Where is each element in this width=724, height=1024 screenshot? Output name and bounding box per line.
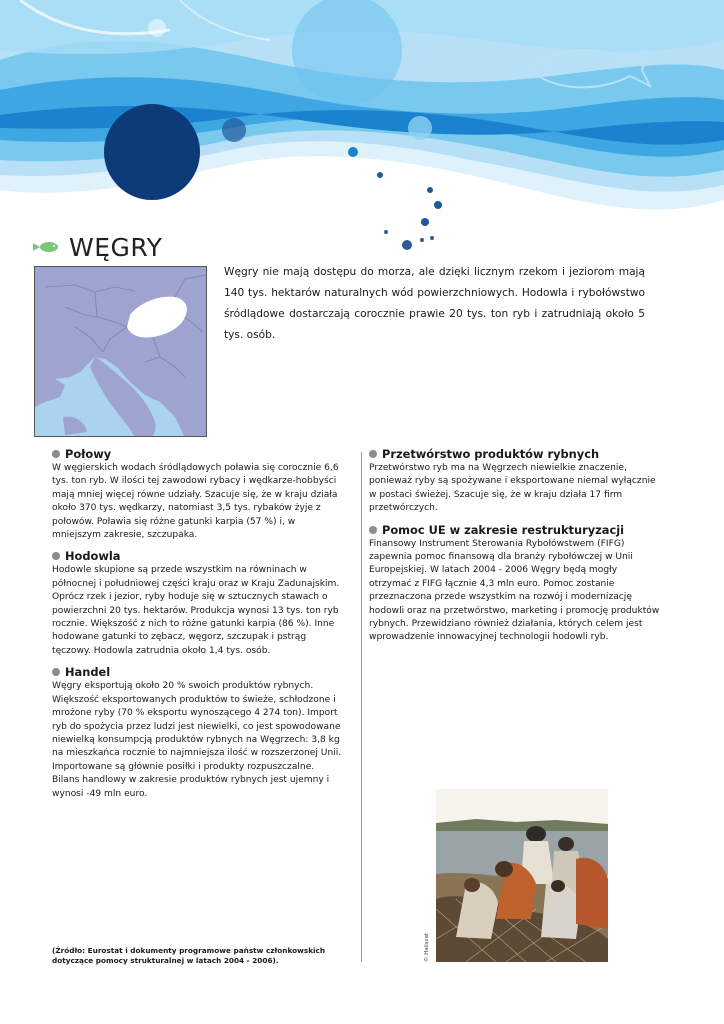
bullet-icon (52, 668, 60, 676)
fish-icon (33, 241, 59, 253)
section-text: W węgierskich wodach śródlądowych poławia się corocznie 6,6 tys. ton ryb. W ilości tej zawodowi rybacy i wędkarze-hobbyści mają mniej więcej równe udziały. Szacuje się, że w kraju działa około 370 tys. wędkarzy, natomiast 3,5 tys. rybaków żyje z połowów. Poławia się różne gatunki karpia (57 %) i, w mniejszym zakresie, szczupaka. (52, 463, 339, 541)
heading-text: Pomoc UE w zakresie restrukturyzacji (382, 522, 625, 537)
section-heading (369, 446, 661, 462)
wave-banner (0, 0, 724, 260)
column-divider (361, 452, 362, 962)
section-przetworstwo (369, 446, 661, 516)
section-heading (52, 548, 344, 564)
heading-text: Przetwórstwo produktów rybnych (382, 447, 600, 461)
heading-text: Handel (65, 665, 111, 680)
section-hodowla (52, 548, 344, 658)
source-note: (Źródło: Eurostat i dokumenty programowe państw członkowskich dotyczące pomocy strukturalnej w latach 2004 - 2006). (52, 946, 326, 965)
section-text: Hodowle skupione są przede wszystkim na równinach w północnej i południowej części kraju oraz w Kraju Zadunajskim. Oprócz rzek i jezior, ryby hoduje się w sztucznych stawach o powierzchni 20 tys. hektarów. Produkcja wynosi 13 tys. ton ryb rocznie. Większość z nich to różne gatunki karpia (86 %). Inne hodowane gatunki to zębacz, węgorz, szczupak i pstrąg tęczowy. Hodowla zatrudnia około 1,4 tys. osób. (52, 565, 340, 656)
section-handel (52, 664, 344, 801)
section-heading (369, 522, 661, 538)
bullet-icon (369, 526, 377, 534)
fishermen-photo (436, 789, 608, 962)
section-pomoc-ue (369, 522, 661, 645)
bullet-icon (369, 450, 377, 458)
title-row (33, 230, 162, 264)
section-text: Węgry eksportują około 20 % swoich produktów rybnych. Większość eksportowanych produktów to świeże, schłodzone i mrożone ryby (70 % eksportu wynoszącego 4 274 ton). Import ryb do spożycia przez ludzi jest niewielki, co jest spowodowane niewielką konsumpcją produktów rybnych na Węgrzech: 3,8 kg na mieszkańca rocznie to najmniejsza ilość w rozszerzonej Unii. Importowane są głównie posiłki i produkty rozpuszczalne. Bilans handlowy w zakresie produktów rybnych jest ujemny i wynosi -49 mln euro. (52, 681, 342, 799)
right-column (369, 446, 661, 651)
left-column (52, 446, 344, 807)
section-text: Przetwórstwo ryb ma na Węgrzech niewielkie znaczenie, ponieważ ryby są spożywane i eksportowane niemal wyłącznie w postaci świeżej. Szacuje się, że w kraju działa 17 firm przetwórczych. (369, 463, 656, 514)
heading-text: Hodowla (65, 549, 121, 564)
country-map (34, 266, 207, 437)
bullet-icon (52, 552, 60, 560)
heading-text: Połowy (65, 447, 112, 461)
section-heading (52, 446, 344, 462)
page-title: WĘGRY (69, 232, 163, 262)
photo-illustration (436, 789, 608, 962)
section-text: Finansowy Instrument Sterowania Rybołówstwem (FIFG) zapewnia pomoc finansową dla branży rybołówczej w Unii Europejskiej. W latach 2004 - 2006 Węgry będą mogły otrzymać z FIFG łącznie 4,3 mln euro. Pomoc zostanie przeznaczona przede wszystkim na rozwój i modernizację hodowli oraz na przetwórstwo, marketing i promocję produktów rybnych. Przewidziano również działania, których celem jest wprowadzenie innowacyjnej technologii hodowli ryb. (369, 538, 660, 643)
map-graphic (35, 267, 207, 437)
bullet-icon (52, 450, 60, 458)
section-polowy (52, 446, 344, 542)
section-heading (52, 664, 344, 680)
photo-credit: © Haliszat (424, 932, 430, 962)
intro-text: Węgry nie mają dostępu do morza, ale dzięki licznym rzekom i jeziorom mają 140 tys. hektarów naturalnych wód powierzchniowych. Hodowla i rybołówstwo śródlądowe dostarczają corocznie prawie 20 tys. ton ryb i zatrudniają około 5 tys. osób. (224, 266, 645, 341)
